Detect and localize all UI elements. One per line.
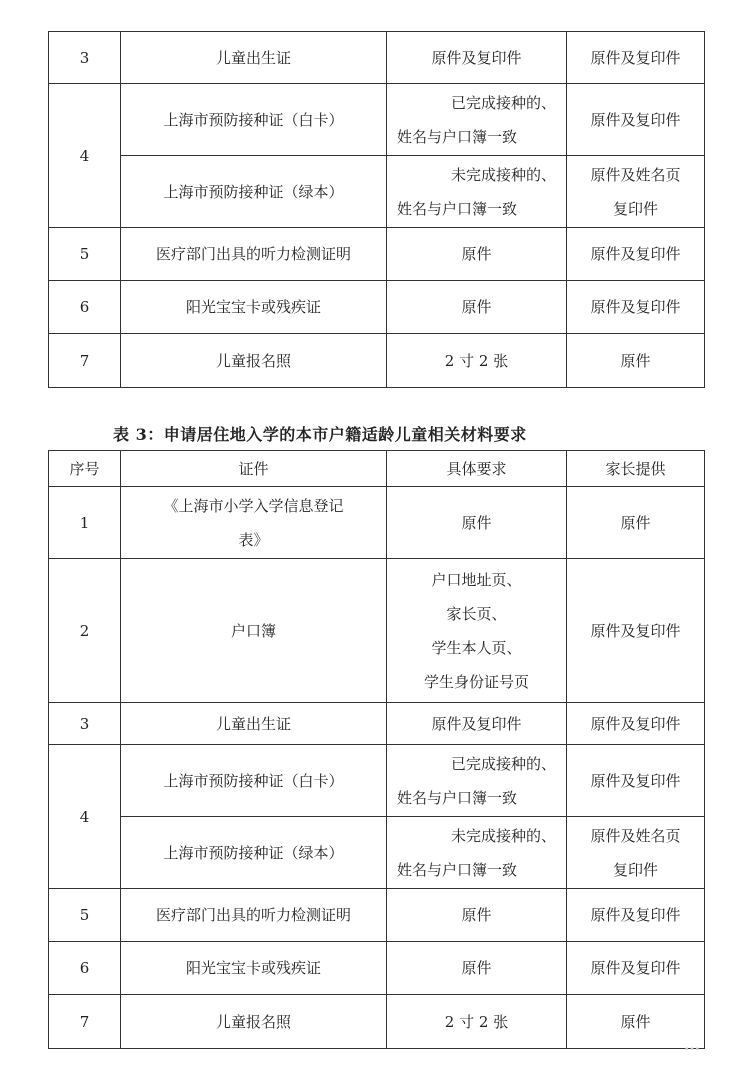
requirement <box>387 84 567 156</box>
document-name: 医疗部门出具的听力检测证明 <box>121 889 387 942</box>
table-row <box>49 745 705 817</box>
requirement: 原件 <box>387 487 567 559</box>
document-name <box>121 487 387 559</box>
document-name: 儿童出生证 <box>121 32 387 84</box>
parent-provides <box>567 156 705 228</box>
parent-provides: 原件 <box>567 487 705 559</box>
row-number: 6 <box>49 942 121 995</box>
requirement <box>387 559 567 703</box>
table-row <box>49 995 705 1049</box>
document-name: 阳光宝宝卡或残疾证 <box>121 942 387 995</box>
table-row <box>49 942 705 995</box>
requirement-line: 姓名与户口簿一致 <box>397 788 518 807</box>
requirement <box>387 156 567 228</box>
row-number: 7 <box>49 334 121 388</box>
requirement-line: 已完成接种的、 <box>450 93 556 112</box>
table-row <box>49 889 705 942</box>
requirement: 原件及复印件 <box>387 703 567 745</box>
parent-provides: 原件及复印件 <box>567 32 705 84</box>
table-row <box>49 228 705 281</box>
requirement-line: 已完成接种的、 <box>450 754 556 773</box>
parent-provides: 原件及复印件 <box>567 745 705 817</box>
requirement: 原件及复印件 <box>387 32 567 84</box>
table-row <box>49 334 705 388</box>
row-number: 5 <box>49 228 121 281</box>
requirement-line: 户口地址页、 <box>431 570 522 589</box>
table-row <box>49 559 705 703</box>
parent-provides <box>567 817 705 889</box>
document-name: 医疗部门出具的听力检测证明 <box>121 228 387 281</box>
document-name: 儿童报名照 <box>121 995 387 1049</box>
row-number: 7 <box>49 995 121 1049</box>
header-cell: 序号 <box>49 451 121 487</box>
header-cell: 具体要求 <box>387 451 567 487</box>
requirement-line: 未完成接种的、 <box>450 826 556 845</box>
parent-provides: 原件及复印件 <box>567 228 705 281</box>
table-title: 表 3：申请居住地入学的本市户籍适龄儿童相关材料要求 <box>113 425 527 444</box>
materials-table-3 <box>48 450 705 1049</box>
provide-line: 复印件 <box>612 860 658 879</box>
row-number: 4 <box>49 84 121 228</box>
document-name: 户口簿 <box>121 559 387 703</box>
document-name: 儿童报名照 <box>121 334 387 388</box>
row-number: 6 <box>49 281 121 334</box>
watermark: ••• <box>684 1045 700 1055</box>
document-name: 上海市预防接种证（绿本） <box>121 817 387 889</box>
row-number: 4 <box>49 745 121 889</box>
materials-table-continued <box>48 31 705 388</box>
provide-line: 原件及姓名页 <box>590 826 681 845</box>
table-row <box>49 281 705 334</box>
row-number: 3 <box>49 32 121 84</box>
parent-provides: 原件及复印件 <box>567 559 705 703</box>
requirement: 原件 <box>387 228 567 281</box>
requirement: 原件 <box>387 281 567 334</box>
requirement-line: 姓名与户口簿一致 <box>397 860 518 879</box>
document-name: 上海市预防接种证（白卡） <box>121 745 387 817</box>
requirement-line: 学生身份证号页 <box>423 672 529 691</box>
requirement <box>387 745 567 817</box>
header-cell: 家长提供 <box>567 451 705 487</box>
row-number: 1 <box>49 487 121 559</box>
parent-provides: 原件及复印件 <box>567 281 705 334</box>
parent-provides: 原件及复印件 <box>567 84 705 156</box>
requirement-line: 学生本人页、 <box>431 638 522 657</box>
requirement-line: 姓名与户口簿一致 <box>397 199 518 218</box>
requirement: 2 寸 2 张 <box>387 995 567 1049</box>
table-header-row <box>49 451 705 487</box>
provide-line: 原件及姓名页 <box>590 165 681 184</box>
requirement-line: 姓名与户口簿一致 <box>397 127 518 146</box>
requirement: 2 寸 2 张 <box>387 334 567 388</box>
table-row <box>49 703 705 745</box>
requirement-line: 家长页、 <box>446 604 507 623</box>
document-line: 《上海市小学入学信息登记 <box>163 496 344 515</box>
document-name: 上海市预防接种证（白卡） <box>121 84 387 156</box>
row-number: 3 <box>49 703 121 745</box>
provide-line: 复印件 <box>612 199 658 218</box>
row-number: 2 <box>49 559 121 703</box>
parent-provides: 原件 <box>567 995 705 1049</box>
requirement: 原件 <box>387 889 567 942</box>
table-row <box>49 84 705 156</box>
table-row <box>49 156 705 228</box>
header-cell: 证件 <box>121 451 387 487</box>
requirement-line: 未完成接种的、 <box>450 165 556 184</box>
row-number: 5 <box>49 889 121 942</box>
table-row <box>49 32 705 84</box>
requirement <box>387 817 567 889</box>
parent-provides: 原件及复印件 <box>567 889 705 942</box>
table-row <box>49 817 705 889</box>
table-row <box>49 487 705 559</box>
requirement: 原件 <box>387 942 567 995</box>
parent-provides: 原件 <box>567 334 705 388</box>
document-name: 阳光宝宝卡或残疾证 <box>121 281 387 334</box>
parent-provides: 原件及复印件 <box>567 703 705 745</box>
document-name: 儿童出生证 <box>121 703 387 745</box>
document-name: 上海市预防接种证（绿本） <box>121 156 387 228</box>
parent-provides: 原件及复印件 <box>567 942 705 995</box>
document-line: 表》 <box>238 530 269 549</box>
